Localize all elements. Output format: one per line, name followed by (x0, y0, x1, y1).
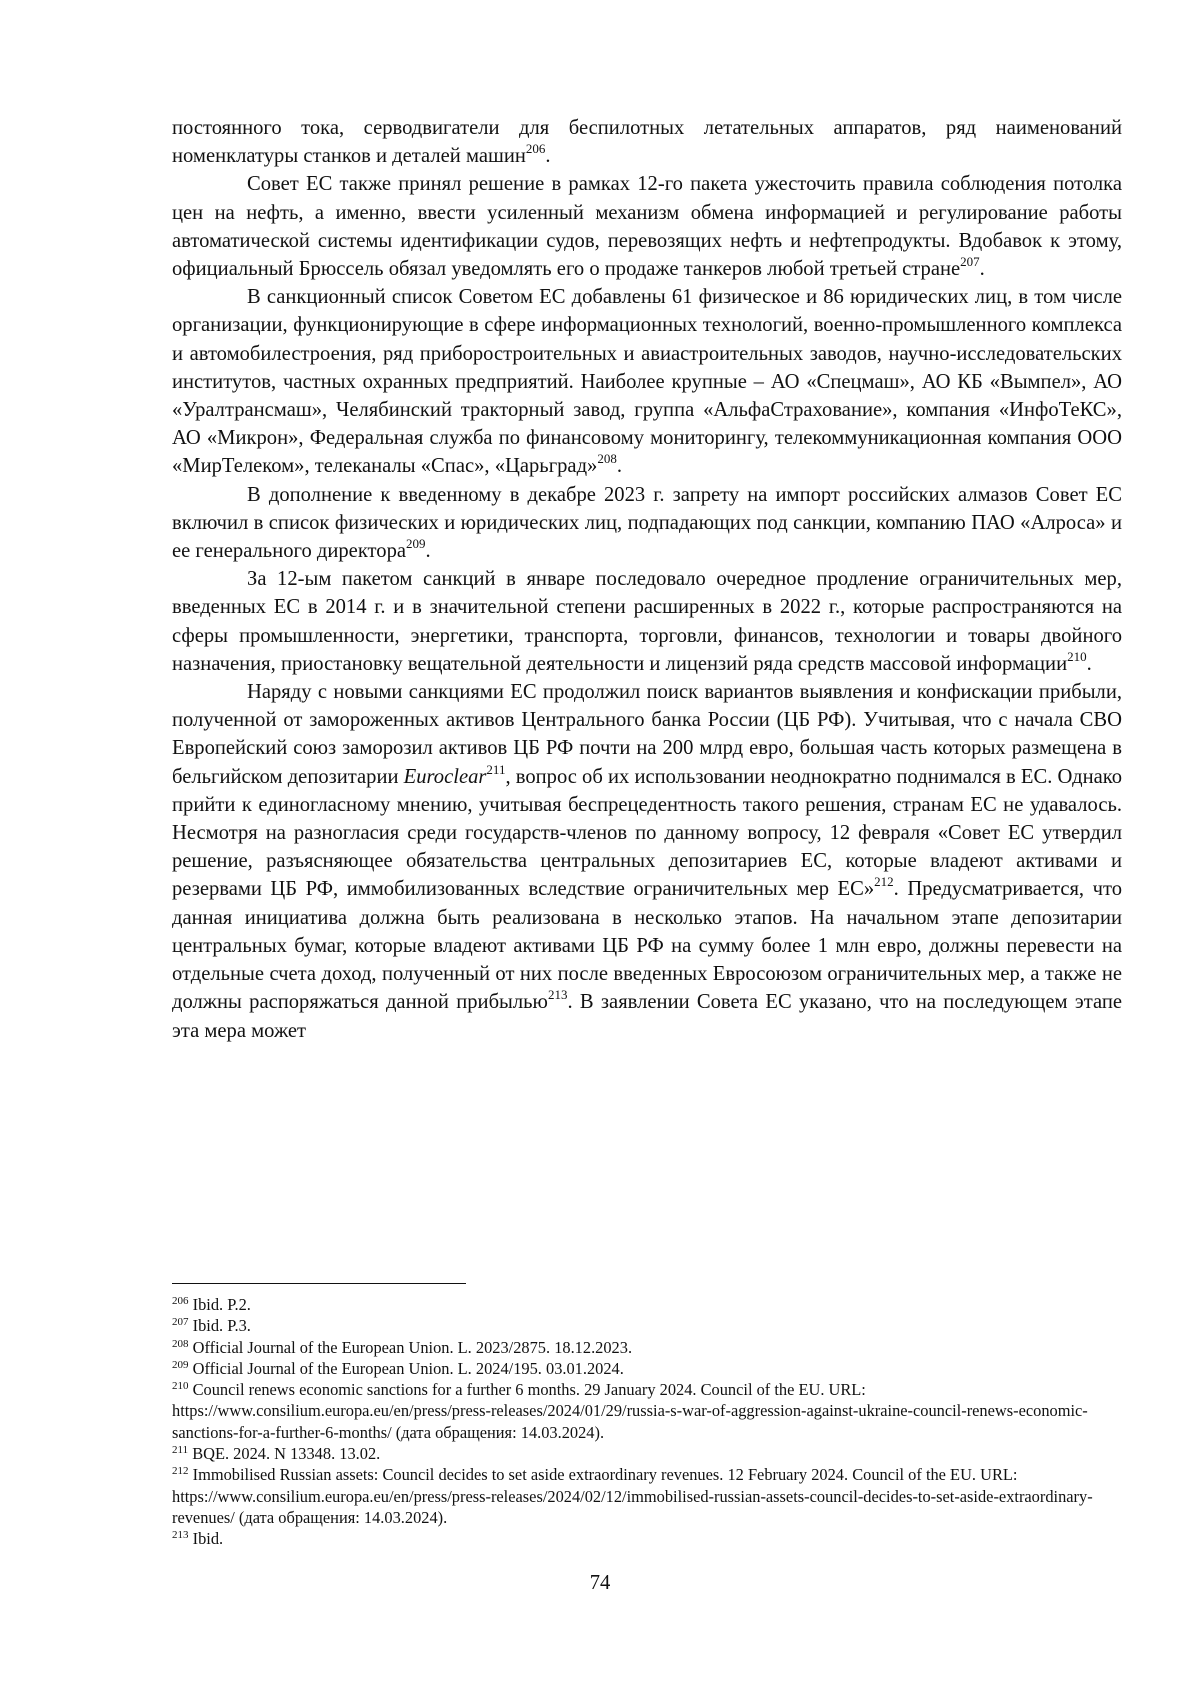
paragraph (172, 114, 1122, 170)
footnote-text: Official Journal of the European Union. L. 2024/195. 03.01.2024. (192, 1358, 624, 1378)
footnote (172, 1315, 1122, 1336)
paragraph-text: Совет ЕС также принял решение в рамках 12-го пакета ужесточить правила соблюдения потолка цен на нефть, а именно, ввести усиленный механизм обмена информацией и регулирование работы автоматической системы идентификации судов, перевозящих нефть и нефтепродукты. Вдобавок к этому, официальный Брюссель обязал уведомлять его о продаже танкеров любой третьей стране (172, 173, 1122, 281)
footnote (172, 1379, 1122, 1443)
footnote-number: 212 (172, 1465, 189, 1478)
footnote (172, 1528, 1122, 1549)
paragraph-text: . (1086, 652, 1092, 675)
footnote-number: 208 (172, 1337, 189, 1350)
paragraph-text: . Предусматривается, что данная инициатива должна быть реализована в несколько этапов. На начальном этапе депозитарии центральных бумаг, которые владеют активами ЦБ РФ на сумму более 1 млн евро, должны перевести на отдельные счета доход, полученный от них после введенных Евросоюзом ограничительных мер, а также не должны распоряжаться данной прибылью (172, 878, 1122, 1014)
footnote-ref: 211 (486, 761, 506, 777)
footnote (172, 1358, 1122, 1379)
paragraph-text: . (616, 455, 623, 478)
footnote-text: Council renews economic sanctions for a further 6 months. 29 January 2024. Council of the EU. URL: https://www.consilium.europa.eu/en/press/press-releases/2024/01/29/russia-s-war-of-aggression-against-ukraine-council-renews-economic-sanctions-for-a-further-6-months/ (дата обращения: 14.03.2024). (172, 1380, 1088, 1442)
paragraph (172, 678, 1122, 1045)
footnote-ref: 208 (597, 451, 617, 467)
footnote (172, 1443, 1122, 1464)
paragraph (172, 565, 1122, 678)
page-number: 74 (589, 1572, 611, 1594)
footnote-text: Ibid. P.2. (192, 1295, 251, 1314)
footnote-ref: 210 (1067, 648, 1087, 664)
footnote-ref: 207 (960, 254, 980, 270)
footnote-text: Ibid. P.3. (192, 1316, 251, 1336)
paragraph-text: . (979, 258, 985, 281)
footnote-number: 210 (172, 1380, 189, 1393)
paragraph (172, 283, 1122, 480)
paragraph-text: . В заявлении Совета ЕС указано, что на последующем этапе эта мера может (172, 991, 1122, 1042)
footnote-text: Ibid. (192, 1529, 224, 1549)
footnote-number: 213 (172, 1529, 189, 1542)
main-text (172, 114, 1122, 1045)
paragraph (172, 481, 1122, 566)
footnote (172, 1464, 1122, 1528)
footnote-number: 206 (172, 1295, 189, 1307)
footnote-number: 209 (172, 1358, 189, 1371)
paragraph-text: . (545, 145, 551, 168)
paragraph-text: постоянного тока, серводвигатели для беспилотных летательных аппаратов, ряд наименований номенклатуры станков и деталей машин (172, 117, 1122, 168)
footnote (172, 1337, 1122, 1358)
paragraph-text: , вопрос об их использовании неоднократно поднимался в ЕС. Однако прийти к единогласному мнению, учитывая беспрецедентность такого решения, странам ЕС не удавалось. Несмотря на разногласия среди государств-членов по данному вопросу, 12 февраля «Совет ЕС утвердил решение, разъясняющее обязательства центральных депозитариев ЕС, которые владеют активами и резервами ЦБ РФ, иммобилизованных вследствие ограничительных мер ЕС» (172, 765, 1122, 901)
paragraph-text: За 12-ым пакетом санкций в январе последовало очередное продление ограничительных мер, введенных ЕС в 2014 г. и в значительной степени расширенных в 2022 г., которые распространяются на сферы промышленности, энергетики, транспорта, торговли, финансов, технологии и товары двойного назначения, приостановку вещательной деятельности и лицензий ряда средств массовой информации (172, 568, 1122, 675)
footnote-ref: 213 (547, 987, 568, 1003)
footnote-number: 207 (172, 1316, 189, 1329)
paragraph-text: Наряду с новыми санкциями ЕС продолжил поиск вариантов выявления и конфискации прибыли, полученной от замороженных активов Центрального банка России (ЦБ РФ). Учитывая, что с начала СВО Европейский союз заморозил активов ЦБ РФ почти на 200 млрд евро, большая часть которых размещена в бельгийском депозитарии (172, 681, 1122, 788)
footnote-separator (172, 1283, 466, 1284)
paragraph (172, 170, 1122, 283)
footnote-ref: 206 (525, 141, 546, 157)
paragraph-text: В дополнение к введенному в декабре 2023 г. запрету на импорт российских алмазов Совет ЕС включил в список физических и юридических лиц, подпадающих под санкции, компанию ПАО «Алроса» и ее генерального директора (172, 483, 1122, 563)
footnote-ref: 212 (874, 874, 894, 890)
footnote-ref: 209 (406, 536, 426, 552)
footnote (172, 1294, 1122, 1315)
footnote-number: 211 (172, 1444, 189, 1457)
footnotes (172, 1294, 1122, 1550)
italic-term: Euroclear (403, 765, 487, 788)
paragraph-text: . (425, 540, 431, 563)
paragraph-text: В санкционный список Советом ЕС добавлены 61 физическое и 86 юридических лиц, в том числе организации, функционирующие в сфере информационных технологий, военно-промышленного комплекса и автомобилестроения, ряд приборостроительных и авиастроительных заводов, научно-исследовательских институтов, частных охранных предприятий. Наиболее крупные – АО «Спецмаш», АО КБ «Вымпел», АО «Уралтрансмаш», Челябинский тракторный завод, группа «АльфаСтрахование», компания «ИнфоТеКС», АО «Микрон», Федеральная служба по финансовому мониторингу, телекоммуникационная компания ООО «МирТелеком», телеканалы «Спас», «Царьград» (172, 286, 1122, 478)
footnote-text: Immobilised Russian assets: Council decides to set aside extraordinary revenues. 12 February 2024. Council of the EU. URL: https://www.consilium.europa.eu/en/press/press-releases/2024/02/12/immobilised-russian-assets-council-decides-to-set-aside-extraordinary-revenues/ (дата обращения: 14.03.2024). (172, 1465, 1093, 1527)
footnote-text: Official Journal of the European Union. L. 2023/2875. 18.12.2023. (192, 1337, 633, 1357)
footnote-text: BQE. 2024. N 13348. 13.02. (192, 1444, 381, 1464)
